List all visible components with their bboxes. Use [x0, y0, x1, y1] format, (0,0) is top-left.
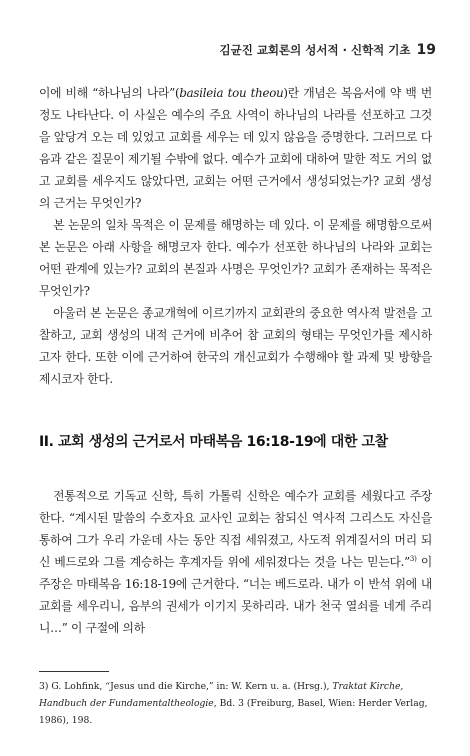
paragraph-1-text-b: )란 개념은 복음서에 약 백 번 정도 나타난다. 이 사실은 예수의 주요 사역이 하나님의 나라를 선포하고 그것을 앞당겨 오는 데 있었고 교회를 세우는 데 있지 않음을 증명한다. 그러므로 다음과 같은 질문이 제기될 수밖에 없다. 예수가 교회에 대하여 말한 적도 거의 없고 교회를 세우지도 않았다면, 교회는 어떤 근거에서 생성되었는가? 교회 생성의 근거는 무엇인가?	[39, 86, 432, 210]
section-body	[39, 485, 432, 639]
paragraph-1-text-a: 이에 비해 “하나님의 나라”(	[39, 86, 180, 100]
footnote-divider	[39, 671, 109, 672]
paragraph-3: 아울러 본 논문은 종교개혁에 이르기까지 교회관의 중요한 역사적 발전을 고찰하고, 교회 생성의 내적 근거에 비추어 참 교회의 형태는 무엇인가를 제시하고자 한다. 또한 이에 근거하여 한국의 개신교회가 수행해야 할 과제 및 방향을 제시코자 한다.	[39, 306, 432, 386]
footnote-book-title: Traktat Kirche, Handbuch der Fundamentaltheologie	[39, 681, 404, 709]
section-heading: II. 교회 생성의 근거로서 마태복음 16:18-19에 대한 고찰	[39, 434, 388, 450]
running-head	[219, 42, 436, 58]
footnote-text-a: 3) G. Lohfink, “Jesus und die Kirche,” in: W. Kern u. a. (Hrsg.),	[39, 681, 333, 692]
section-paragraph-1	[39, 485, 432, 639]
paragraph-2: 본 논문의 일차 목적은 이 문제를 해명하는 데 있다. 이 문제를 해명함으로써 본 논문은 아래 사항을 해명코자 한다. 예수가 선포한 하나님의 나라와 교회는 어떤 관계에 있는가? 교회의 본질과 사명은 무엇인가? 교회가 존재하는 목적은 무엇인가?	[39, 218, 432, 298]
section-paragraph-text-a: 전통적으로 기독교 신학, 특히 가톨릭 신학은 예수가 교회를 세웠다고 주장한다. “계시된 말씀의 수호자요 교사인 교회는 참되신 역사적 그리스도 자신을 통하여 그가 우리 가운데 사는 동안 직접 세워졌고, 사도적 위계질서의 머리 되신 베드로와 그를 계승하는 후계자들 위에 세워졌다는 것을 나는 믿는다.”	[39, 489, 432, 569]
footnote-text-b: , Bd. 3 (Freiburg, Basel, Wien: Herder Verlag, 1986), 198.	[39, 698, 428, 726]
footnote	[39, 678, 436, 729]
page-number: 19	[416, 42, 436, 58]
footnote-marker: 3)	[409, 555, 417, 564]
running-title: 김균진 교회론의 성서적 · 신학적 기초	[219, 43, 411, 57]
section-paragraph-text-b: 이 주장은 마태복음 16:18-19에 근거한다. “너는 베드로라. 내가 이 반석 위에 내 교회를 세우리니, 음부의 권세가 이기지 못하리라. 내가 천국 열쇠를 네게 주리니…” 이 구절에 의하	[39, 555, 432, 635]
greek-term: basileia tou theou	[179, 86, 284, 100]
intro-body	[39, 82, 432, 390]
paragraph-1	[39, 82, 432, 214]
